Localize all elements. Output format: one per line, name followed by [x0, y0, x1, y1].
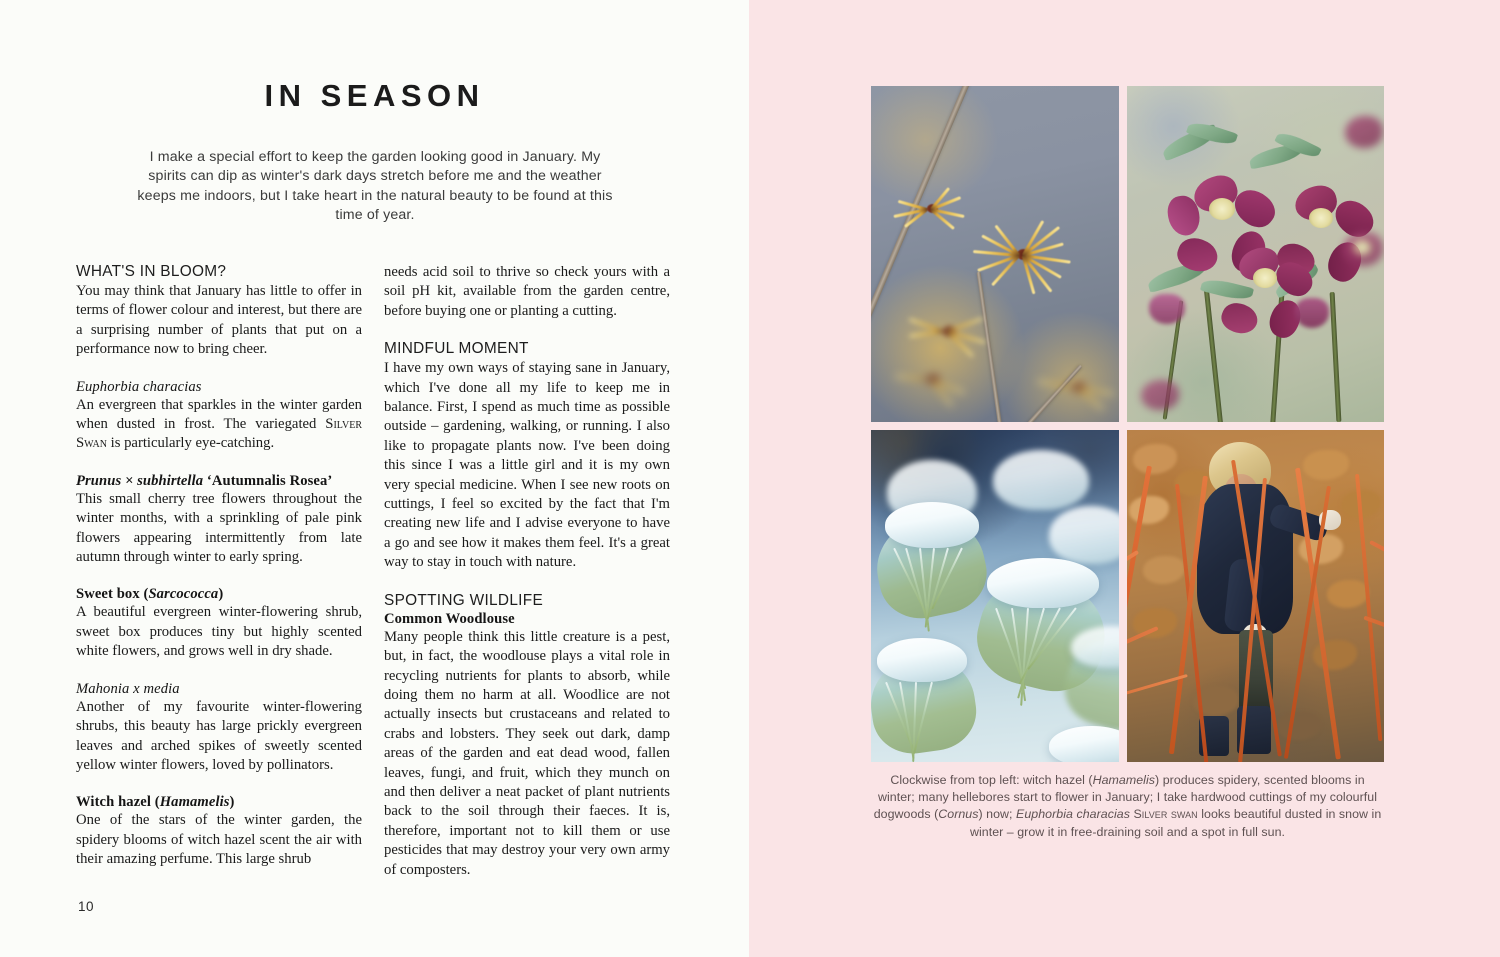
entry-body-witch-hazel: One of the stars of the winter garden, the spidery blooms of witch hazel scent the air with their amazing perfume. This large shrub — [76, 812, 362, 868]
latin-species: media — [143, 680, 180, 697]
text-column-right — [384, 263, 670, 878]
stem — [1203, 282, 1224, 422]
entry-body-euphorbia — [76, 396, 362, 454]
entry-body-sweet-box: A beautiful evergreen winter-flowering shrub, sweet box produces tiny but highly scented white flowers, and grows well in dry shade. — [76, 604, 362, 660]
cultivar-name: ‘Autumnalis Rosea’ — [203, 472, 333, 489]
witch-hazel-bloom-blurred — [885, 342, 981, 422]
page-title: IN SEASON — [264, 78, 485, 113]
heading-whats-in-bloom: WHAT'S IN BLOOM? — [76, 263, 227, 280]
photo-caption — [871, 772, 1384, 841]
entry-heading-sweet-box — [76, 586, 362, 603]
snow-clump-blurred — [1049, 506, 1119, 564]
entry-heading-euphorbia: Euphorbia characias — [76, 378, 202, 395]
photo-witch-hazel — [871, 86, 1119, 422]
caption-text: ) produces spidery, scented blooms in winter; many hellebores start to flower in January; I take hardwood cuttings of my colourful dogwoods ( — [873, 773, 1378, 822]
hybrid-mark: x — [129, 680, 144, 697]
photo-snowy-euphorbia — [871, 430, 1119, 762]
cultivar-silver-swan: Silver Swan — [76, 416, 362, 452]
photo-hellebores — [1127, 86, 1384, 422]
hellebore-flower-blurred — [1135, 374, 1191, 422]
heading-spotting-wildlife: SPOTTING WILDLIFE — [384, 591, 544, 609]
paren-close: ) — [218, 586, 224, 603]
paren-close: ) — [229, 794, 235, 811]
right-page — [749, 0, 1500, 957]
witch-hazel-bloom — [889, 174, 973, 250]
entry-heading-witch-hazel — [76, 794, 362, 811]
caption-latin-hamamelis: Hamamelis — [1092, 773, 1156, 787]
subheading-common-woodlouse: Common Woodlouse — [384, 610, 515, 627]
left-page — [0, 0, 749, 957]
snow-cap — [877, 638, 967, 682]
caption-text: ) now; — [978, 807, 1017, 822]
hellebore-bud — [1141, 288, 1197, 336]
text-column-left — [76, 263, 362, 868]
snow-cap — [885, 502, 979, 548]
intro-paragraph: I make a special effort to keep the garden looking good in January. My spirits can dip as winter's dark days stretch before me and the weather keeps me indoors, but I take heart in the natural beauty to be found at this time of year. — [137, 149, 613, 224]
snow-clump-blurred — [993, 450, 1089, 510]
page-number: 10 — [78, 899, 95, 914]
witch-hazel-bloom-blurred — [1029, 348, 1119, 422]
spacer — [76, 775, 362, 794]
caption-cultivar-silver-swan: Silver swan — [1133, 807, 1198, 822]
spacer — [384, 573, 670, 592]
photo-grid — [871, 86, 1384, 762]
hellebore-flower — [1175, 170, 1271, 254]
heading-mindful-moment: MINDFUL MOMENT — [384, 340, 529, 358]
hellebore-bud — [1287, 292, 1339, 338]
text-columns — [76, 263, 680, 878]
entry-text: An evergreen that sparkles in the winter garden when dusted in frost. The variegated — [76, 396, 362, 433]
snow-cap — [1049, 726, 1119, 762]
spacer — [76, 360, 362, 379]
common-name: Witch hazel ( — [76, 794, 160, 811]
latin-name: Prunus × subhirtella — [76, 472, 204, 489]
snow-cap — [987, 558, 1099, 608]
latin-name: Sarcococca — [148, 586, 219, 603]
spacer — [76, 454, 362, 473]
spacer — [384, 321, 670, 340]
caption-text: looks beautiful dusted in snow in winter – grow it in free-draining soil and a spot in full sun. — [969, 807, 1382, 839]
paragraph-mindful-moment: I have my own ways of staying sane in January, which I've done all my life to keep me in balance. First, I spend as much time as possible outside – gardening, walking, or running. I also like to propagate plants now. I've been doing this since I was a little girl and it is my own very special medicine. When I see new roots on cuttings, I feel so excited by the fact that I'm creating new life and I advise everyone to have a go and see how it makes them feel. It's a great way to stay in touch with nature. — [384, 360, 670, 571]
entry-heading-mahonia — [76, 681, 362, 698]
spacer — [76, 662, 362, 681]
witch-hazel-bloom — [967, 204, 1087, 304]
caption-text: Clockwise from top left: witch hazel ( — [890, 773, 1093, 787]
latin-name: Hamamelis — [159, 794, 230, 811]
entry-text-tail: is particularly eye-catching. — [106, 435, 275, 452]
entry-body-prunus: This small cherry tree flowers throughout the winter months, with a sprinkling of pale pink flowers appearing intermittently from late autumn through winter to early spring. — [76, 490, 362, 566]
paragraph-woodlouse: Many people think this little creature is a pest, but, in fact, the woodlouse plays a vital role in recycling nutrients for plants to absorb, while doing them no harm at all. Woodlice are not actually insects but crustaceans and related to crabs and lobsters. They seek out dark, damp areas of the garden and eat dead wood, fallen leaves, fungi, and fruit, which they munch on and then deliver a neat packet of plant nutrients back to the soil through their faeces. It is, therefore, important not to kill them or use pesticides that may destroy your very own army of composters. — [384, 628, 670, 878]
latin-genus: Mahonia — [76, 680, 130, 697]
paragraph-continuation: needs acid soil to thrive so check yours with a soil pH kit, available from the garden centre, before buying one or planting a cutting. — [384, 264, 670, 319]
common-name: Sweet box ( — [76, 586, 149, 603]
caption-latin-cornus: Cornus — [938, 807, 979, 822]
photo-dogwood-cutting — [1127, 430, 1384, 762]
spacer — [76, 567, 362, 586]
entry-heading-prunus — [76, 473, 362, 490]
paragraph-bloom-intro: You may think that January has little to offer in terms of flower colour and interest, but there are a surprising number of plants that put on a performance now to bring cheer. — [76, 283, 362, 358]
caption-latin-euphorbia: Euphorbia characias — [1016, 807, 1130, 822]
hellebore-flower-blurred — [1339, 110, 1384, 160]
entry-body-mahonia: Another of my favourite winter-flowering shrubs, this beauty has large prickly evergreen leaves and arched spikes of sweetly scented yellow winter flowers, loved by pollinators. — [76, 698, 362, 773]
